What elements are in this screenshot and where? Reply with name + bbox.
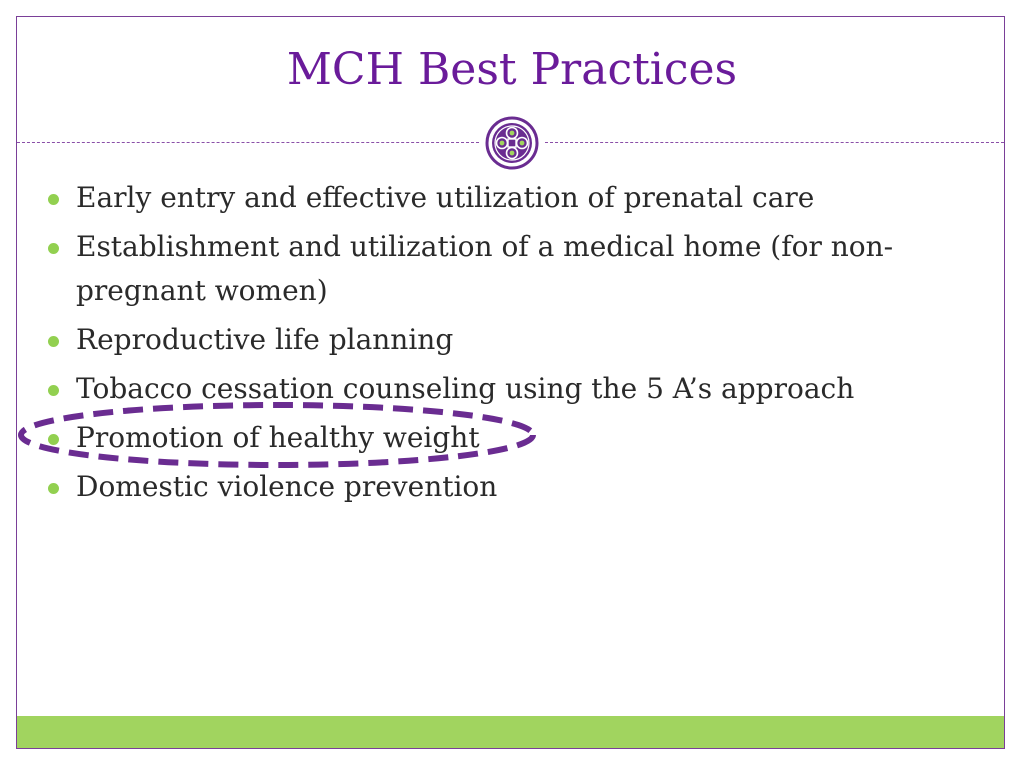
slide-title: MCH Best Practices bbox=[286, 44, 738, 95]
bullet-marker-icon bbox=[48, 483, 59, 494]
bullet-marker-icon bbox=[48, 194, 59, 205]
footer-band bbox=[17, 716, 1004, 748]
bullet-text: Tobacco cessation counseling using the 5 A’s approach bbox=[76, 372, 855, 405]
bullet-marker-icon bbox=[48, 385, 59, 396]
bullet-text: Domestic violence prevention bbox=[76, 470, 498, 503]
bullet-item bbox=[44, 318, 974, 362]
bullet-item bbox=[44, 176, 974, 220]
bullet-item bbox=[44, 225, 974, 313]
bullet-text: Reproductive life planning bbox=[76, 323, 454, 356]
bullet-item bbox=[44, 465, 974, 509]
title-divider-right bbox=[545, 142, 1004, 143]
bullet-text: Establishment and utilization of a medical home (for non-pregnant women) bbox=[76, 230, 894, 307]
bullet-marker-icon bbox=[48, 336, 59, 347]
ornamental-knot-emblem-icon bbox=[485, 116, 539, 170]
bullet-text: Early entry and effective utilization of prenatal care bbox=[76, 181, 815, 214]
title-divider-left bbox=[17, 142, 479, 143]
highlight-ellipse-annotation bbox=[16, 400, 538, 470]
bullet-marker-icon bbox=[48, 243, 59, 254]
bullet-text: Promotion of healthy weight bbox=[76, 421, 480, 454]
